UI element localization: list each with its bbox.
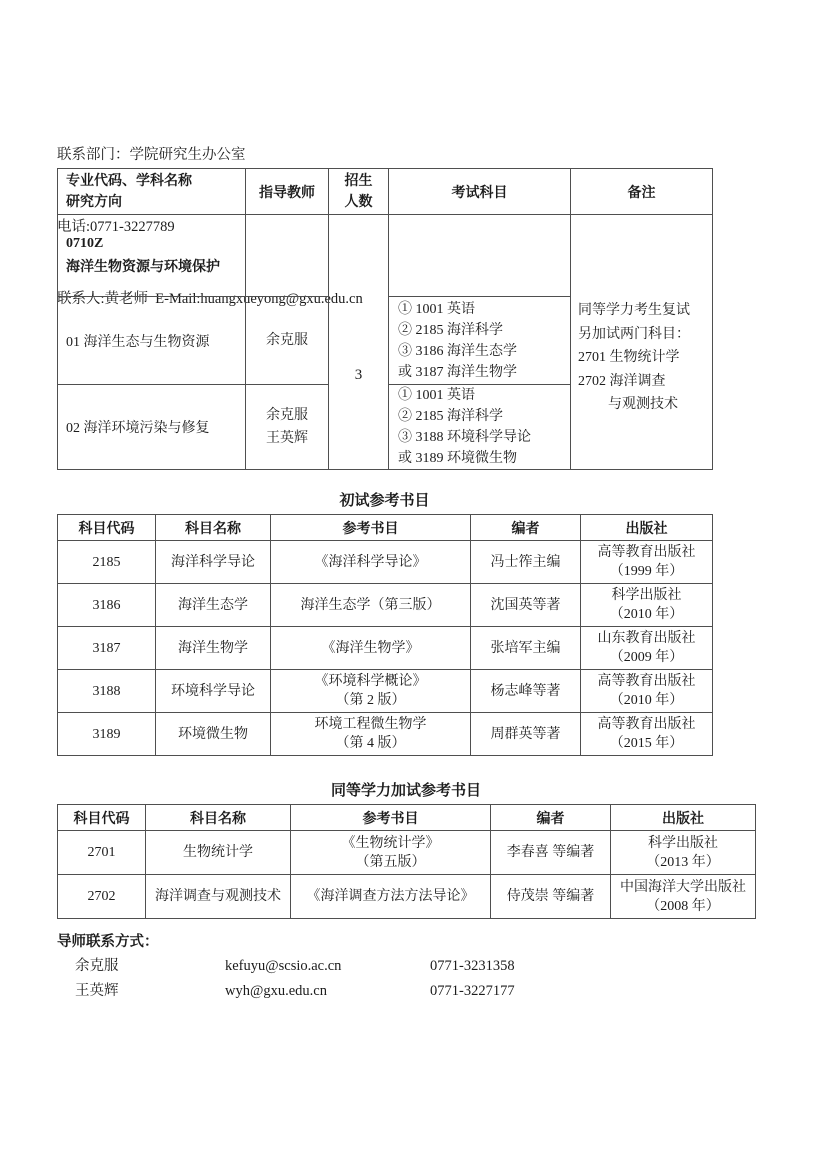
program-table-header-row bbox=[58, 169, 713, 215]
publisher: 高等教育出版社 （1999 年） bbox=[581, 541, 713, 584]
advisor-contact-row bbox=[57, 979, 515, 1004]
exam-subject-line: ③ 3188 环境科学导论 bbox=[398, 430, 531, 445]
subject-code: 2702 bbox=[58, 875, 146, 919]
exam-subject-line: ② 2185 海洋科学 bbox=[398, 322, 503, 338]
subject-name: 海洋科学导论 bbox=[156, 541, 271, 584]
publisher: 高等教育出版社 （2010 年） bbox=[581, 670, 713, 713]
header-publisher: 出版社 bbox=[611, 805, 756, 831]
publisher: 高等教育出版社 （2015 年） bbox=[581, 713, 713, 756]
exam-subjects-list bbox=[389, 297, 571, 385]
publisher: 科学出版社 （2013 年） bbox=[611, 831, 756, 875]
advisor-phone: 0771-3231358 bbox=[430, 958, 515, 974]
editor: 沈国英等著 bbox=[471, 584, 581, 627]
header-enrollment: 招生 人数 bbox=[329, 169, 389, 215]
subject-name: 海洋生态学 bbox=[156, 584, 271, 627]
header-reference-book: 参考书目 bbox=[271, 515, 471, 541]
remark-line: 2702 海洋调查 bbox=[578, 373, 666, 389]
editor: 李春喜 等编著 bbox=[491, 831, 611, 875]
program-row bbox=[58, 215, 713, 297]
reference-book: 《海洋生物学》 bbox=[271, 627, 471, 670]
header-subject-code: 科目代码 bbox=[58, 515, 156, 541]
subject-code: 3187 bbox=[58, 627, 156, 670]
subject-name: 海洋调查与观测技术 bbox=[146, 875, 291, 919]
exam-subject-line: 或 3187 海洋生物学 bbox=[398, 364, 517, 380]
primary-books-title: 初试参考书目 bbox=[339, 493, 430, 509]
header-editor: 编者 bbox=[471, 515, 581, 541]
editor: 周群英等著 bbox=[471, 713, 581, 756]
editor: 张培军主编 bbox=[471, 627, 581, 670]
editor: 侍茂崇 等编著 bbox=[491, 875, 611, 919]
header-subject-code: 科目代码 bbox=[58, 805, 146, 831]
supplementary-books-title: 同等学力加试参考书目 bbox=[330, 783, 481, 799]
table-row bbox=[58, 713, 713, 756]
subject-code: 2185 bbox=[58, 541, 156, 584]
publisher: 山东教育出版社 （2009 年） bbox=[581, 627, 713, 670]
subject-code: 2701 bbox=[58, 831, 146, 875]
advisor-contact-title: 导师联系方式： bbox=[57, 934, 159, 950]
program-code-cell bbox=[58, 215, 246, 297]
editor: 杨志峰等著 bbox=[471, 670, 581, 713]
reference-book: 《海洋科学导论》 bbox=[271, 541, 471, 584]
exam-subjects-list bbox=[389, 385, 571, 470]
table-row bbox=[58, 627, 713, 670]
editor: 冯士筰主编 bbox=[471, 541, 581, 584]
remark-line: 另加试两门科目： bbox=[578, 326, 690, 342]
exam-subject-line: 或 3189 环境微生物 bbox=[398, 451, 517, 466]
advisor-email: wyh@gxu.edu.cn bbox=[225, 983, 327, 999]
table-row bbox=[58, 670, 713, 713]
contact-phone-line: 电话:0771-3227789 bbox=[57, 219, 175, 235]
program-table bbox=[57, 168, 713, 470]
subject-code: 3188 bbox=[58, 670, 156, 713]
table-row bbox=[58, 584, 713, 627]
program-subjects-cell-empty bbox=[389, 215, 571, 297]
reference-book: 《生物统计学》 （第五版） bbox=[291, 831, 491, 875]
advisor-names: 余克服 王英辉 bbox=[246, 385, 329, 470]
header-subject-name: 科目名称 bbox=[146, 805, 291, 831]
contact-person-line: 联系人:黄老师 E-Mail:huangxueyong@gxu.edu.cn bbox=[57, 291, 363, 307]
publisher: 中国海洋大学出版社 （2008 年） bbox=[611, 875, 756, 919]
supplementary-books-header-row bbox=[58, 805, 756, 831]
direction-name: 02 海洋环境污染与修复 bbox=[58, 385, 246, 470]
reference-book: 《环境科学概论》 （第 2 版） bbox=[271, 670, 471, 713]
publisher: 科学出版社 （2010 年） bbox=[581, 584, 713, 627]
primary-books-table bbox=[57, 514, 713, 756]
header-remark: 备注 bbox=[571, 169, 713, 215]
program-code: 0710Z bbox=[66, 235, 104, 251]
advisor-name: 王英辉 bbox=[75, 983, 119, 999]
subject-name: 生物统计学 bbox=[146, 831, 291, 875]
advisor-name: 余克服 bbox=[75, 958, 119, 974]
remark-cell bbox=[571, 215, 713, 470]
header-editor: 编者 bbox=[491, 805, 611, 831]
exam-subject-line: ③ 3186 海洋生态学 bbox=[398, 343, 517, 359]
subject-code: 3189 bbox=[58, 713, 156, 756]
enrollment-cell: 3 bbox=[329, 215, 389, 470]
supplementary-books-table bbox=[57, 804, 756, 919]
remark-line: 同等学力考生复试 bbox=[578, 303, 690, 318]
subject-name: 海洋生物学 bbox=[156, 627, 271, 670]
advisor-phone: 0771-3227177 bbox=[430, 983, 515, 999]
reference-book: 环境工程微生物学 （第 4 版） bbox=[271, 713, 471, 756]
advisor-contact-row bbox=[57, 954, 515, 979]
advisor-contact-block bbox=[57, 930, 515, 1004]
header-major-code: 专业代码、学科名称 研究方向 bbox=[58, 169, 246, 215]
program-name: 海洋生物资源与环境保护 bbox=[66, 259, 220, 275]
advisor-names: 余克服 bbox=[246, 297, 329, 385]
advisor-email: kefuyu@scsio.ac.cn bbox=[225, 958, 342, 974]
remark-line: 与观测技术 bbox=[608, 397, 678, 412]
table-row bbox=[58, 541, 713, 584]
header-reference-book: 参考书目 bbox=[291, 805, 491, 831]
exam-subject-line: ① 1001 英语 bbox=[398, 388, 475, 403]
program-advisor-cell-empty bbox=[246, 215, 329, 297]
reference-book: 《海洋调查方法方法导论》 bbox=[291, 875, 491, 919]
table-row bbox=[58, 875, 756, 919]
header-subject-name: 科目名称 bbox=[156, 515, 271, 541]
reference-book: 海洋生态学（第三版） bbox=[271, 584, 471, 627]
remark-line: 2701 生物统计学 bbox=[578, 350, 680, 365]
contact-department-line: 联系部门：学院研究生办公室 bbox=[57, 147, 246, 163]
exam-subject-line: ① 1001 英语 bbox=[398, 301, 475, 317]
subject-name: 环境科学导论 bbox=[156, 670, 271, 713]
table-row bbox=[58, 831, 756, 875]
header-exam-subjects: 考试科目 bbox=[389, 169, 571, 215]
exam-subject-line: ② 2185 海洋科学 bbox=[398, 409, 503, 424]
direction-name: 01 海洋生态与生物资源 bbox=[58, 297, 246, 385]
subject-name: 环境微生物 bbox=[156, 713, 271, 756]
subject-code: 3186 bbox=[58, 584, 156, 627]
header-publisher: 出版社 bbox=[581, 515, 713, 541]
primary-books-header-row bbox=[58, 515, 713, 541]
header-advisor: 指导教师 bbox=[246, 169, 329, 215]
